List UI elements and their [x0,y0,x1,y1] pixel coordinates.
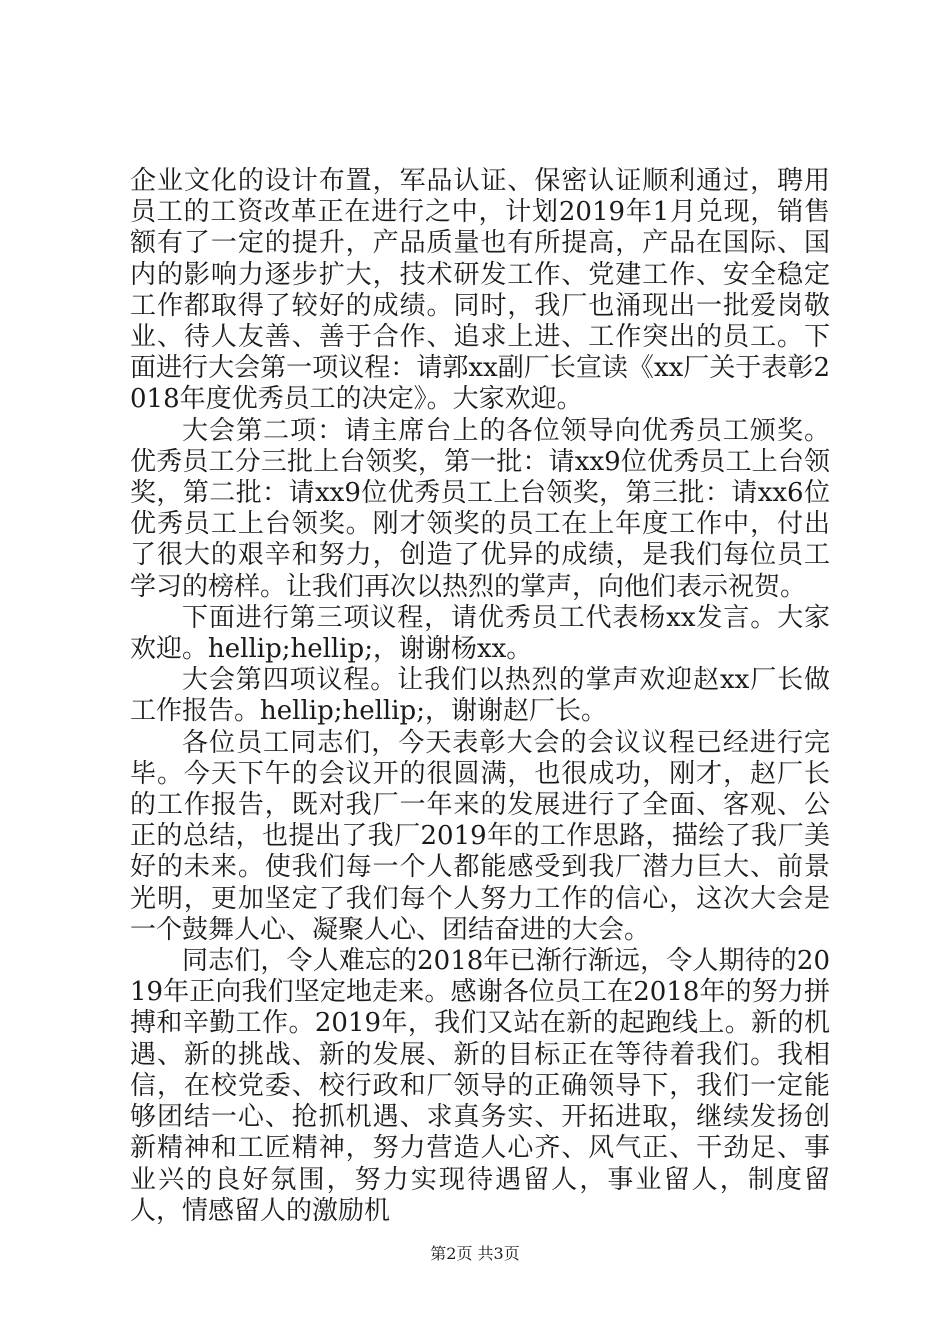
page-footer [0,1244,950,1264]
paragraph-6: 同志们，令人难忘的2018年已渐行渐远，令人期待的2019年正向我们坚定地走来。感谢各位员工在2018年的努力拼搏和辛勤工作。2019年，我们又站在新的起跑线上。新的机遇、新的挑战、新的发展、新的目标正在等待着我们。我相信，在校党委、校行政和厂领导的正确领导下，我们一定能够团结一心、抢抓机遇、求真务实、开拓进取，继续发扬创新精神和工匠精神，努力营造人心齐、风气正、干劲足、事业兴的良好氛围，努力实现待遇留人，事业留人，制度留人，情感留人的激励机 [130,946,830,1226]
document-body [130,166,830,1227]
page-number-label: 第2页 共3页 [430,1244,520,1263]
paragraph-2: 大会第二项：请主席台上的各位领导向优秀员工颁奖。优秀员工分三批上台领奖，第一批：请xx9位优秀员工上台领奖，第二批：请xx9位优秀员工上台领奖，第三批：请xx6位优秀员工上台领奖。刚才领奖的员工在上年度工作中，付出了很大的艰辛和努力，创造了优异的成绩，是我们每位员工学习的榜样。让我们再次以热烈的掌声，向他们表示祝贺。 [130,415,830,602]
paragraph-3: 下面进行第三项议程，请优秀员工代表杨xx发言。大家欢迎。hellip;hellip;，谢谢杨xx。 [130,602,830,665]
paragraph-5: 各位员工同志们，今天表彰大会的会议议程已经进行完毕。今天下午的会议开的很圆满，也很成功，刚才，赵厂长的工作报告，既对我厂一年来的发展进行了全面、客观、公正的总结，也提出了我厂2019年的工作思路，描绘了我厂美好的未来。使我们每一个人都能感受到我厂潜力巨大、前景光明，更加坚定了我们每个人努力工作的信心，这次大会是一个鼓舞人心、凝聚人心、团结奋进的大会。 [130,727,830,945]
paragraph-1: 企业文化的设计布置，军品认证、保密认证顺利通过，聘用员工的工资改革正在进行之中，计划2019年1月兑现，销售额有了一定的提升，产品质量也有所提高，产品在国际、国内的影响力逐步扩大，技术研发工作、党建工作、安全稳定工作都取得了较好的成绩。同时，我厂也涌现出一批爱岗敬业、待人友善、善于合作、追求上进、工作突出的员工。下面进行大会第一项议程：请郭xx副厂长宣读《xx厂关于表彰2018年度优秀员工的决定》。大家欢迎。 [130,166,830,415]
paragraph-4: 大会第四项议程。让我们以热烈的掌声欢迎赵xx厂长做工作报告。hellip;hellip;，谢谢赵厂长。 [130,665,830,727]
